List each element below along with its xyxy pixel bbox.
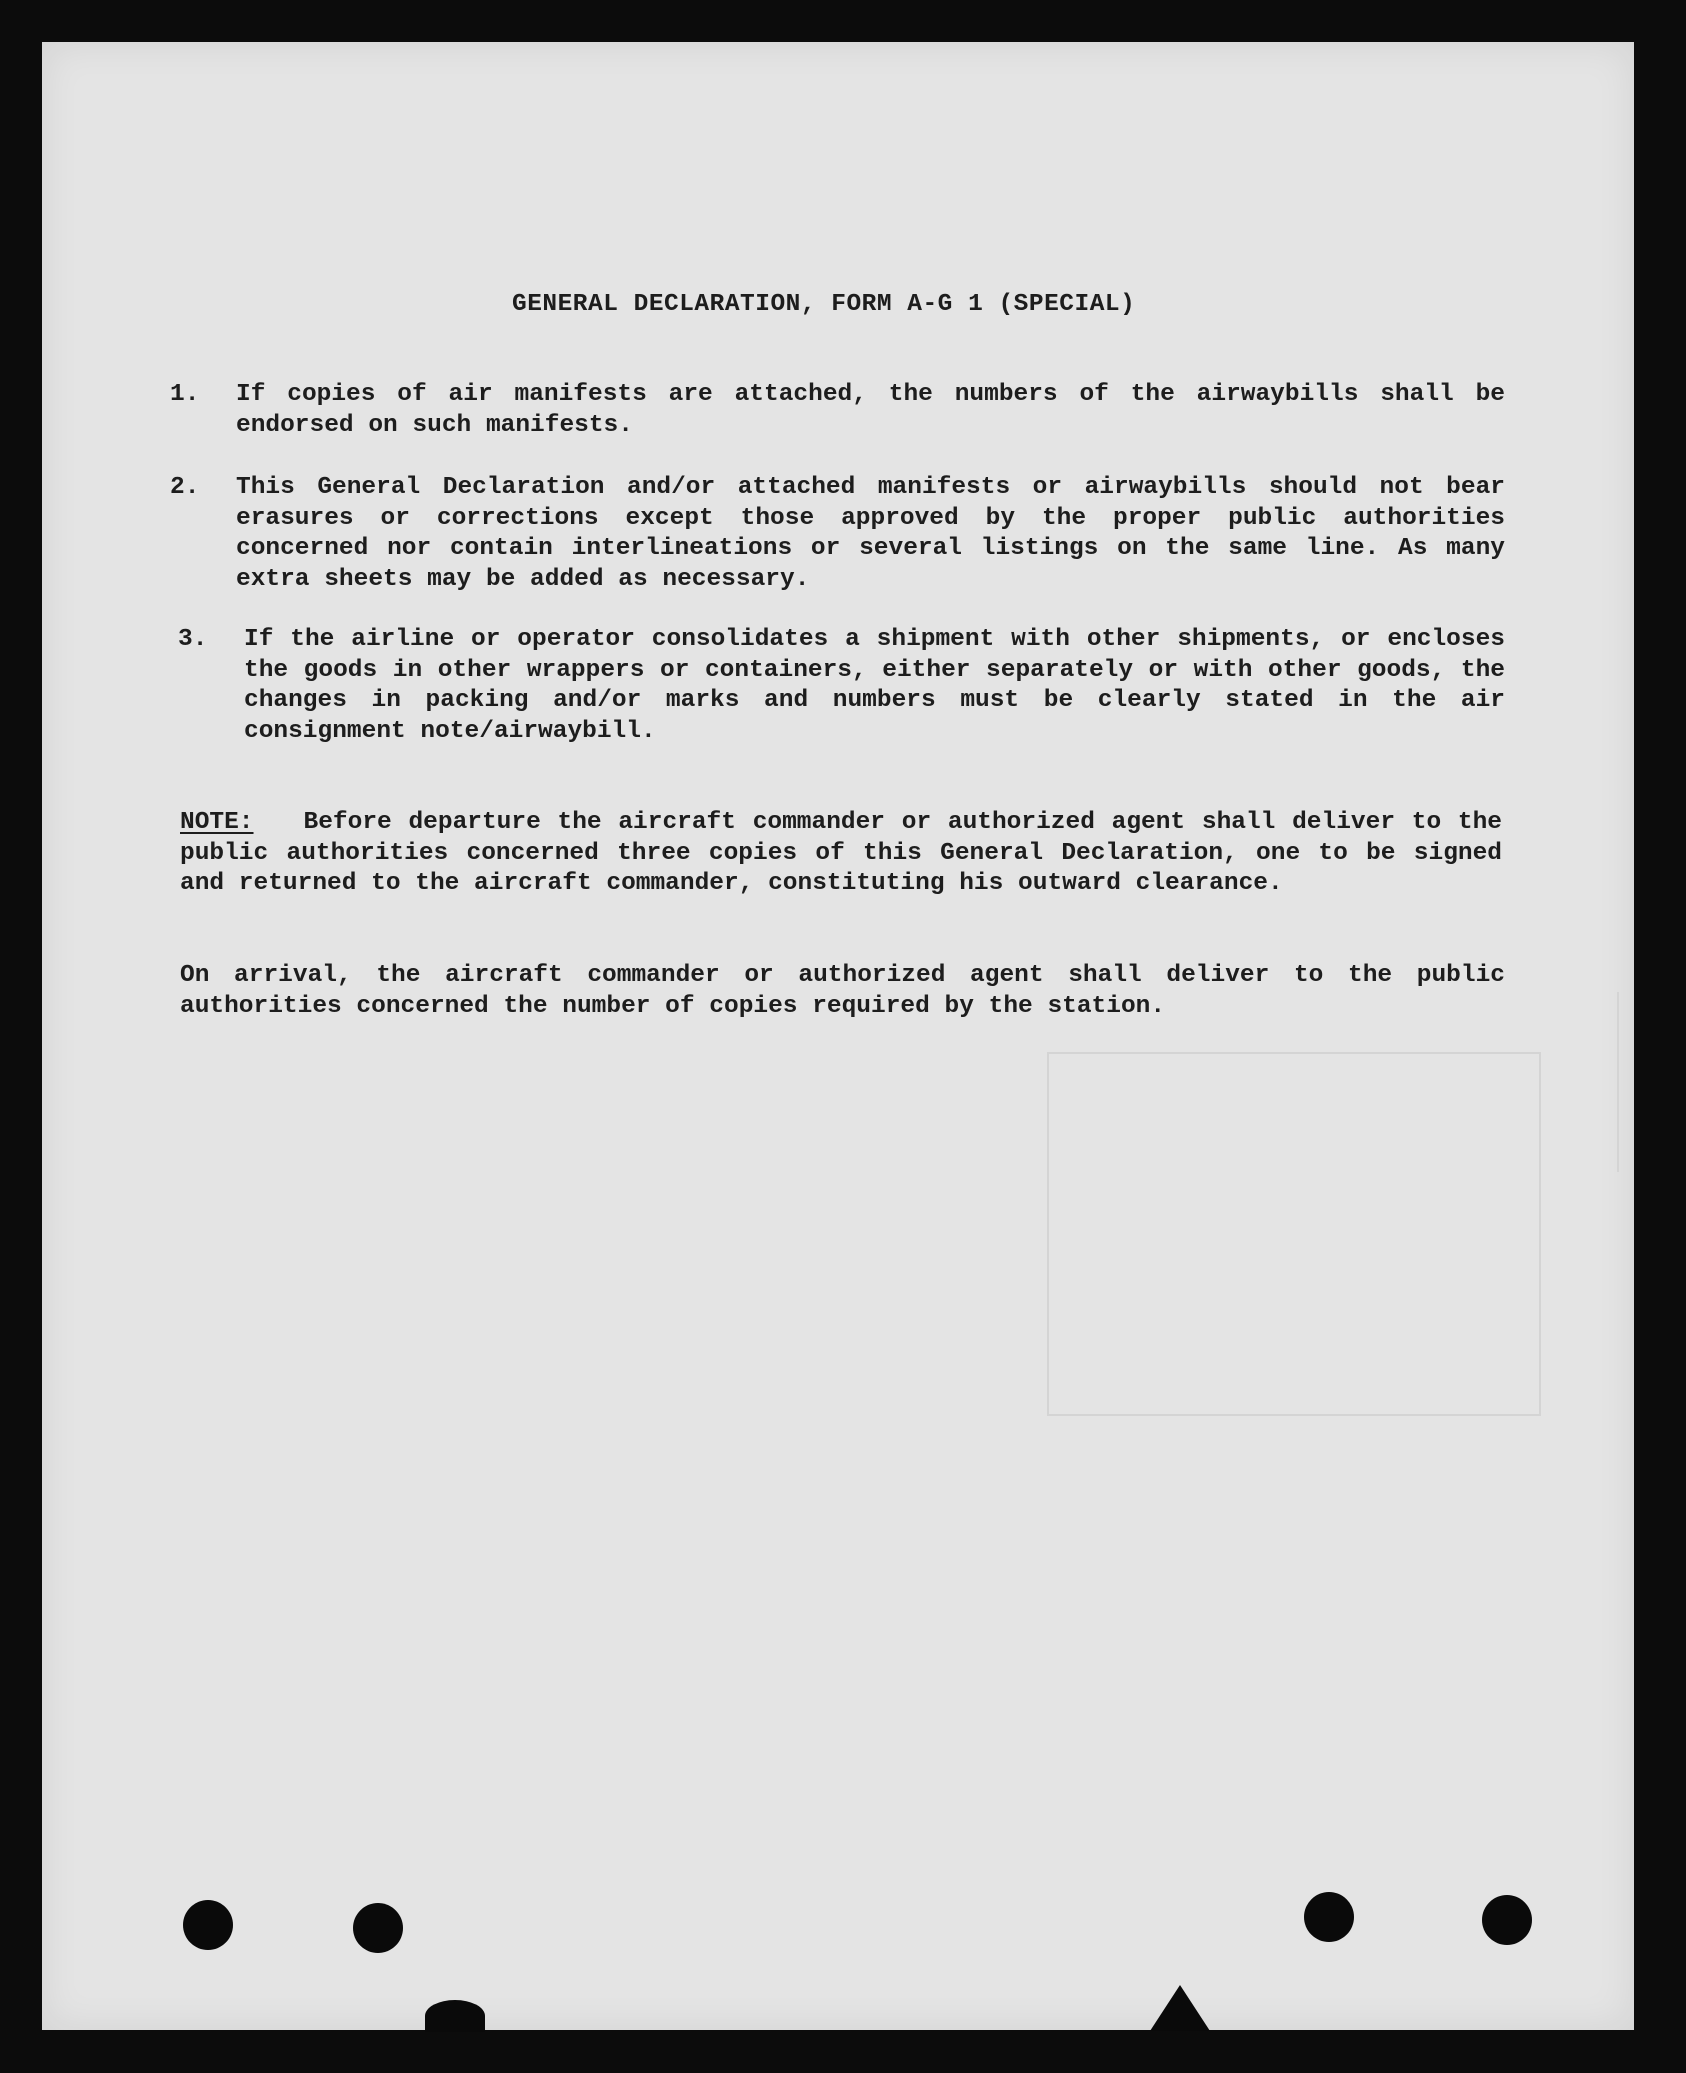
note-label: NOTE: xyxy=(180,809,254,836)
note-paragraph xyxy=(180,808,1502,900)
document-page xyxy=(42,42,1634,2030)
list-item xyxy=(178,625,1505,747)
list-item-text: If copies of air manifests are attached, the numbers of the airwaybills shall be endorsed on such manifests. xyxy=(236,381,1505,439)
paper-tear xyxy=(425,2000,485,2032)
document-title: GENERAL DECLARATION, FORM A-G 1 (SPECIAL) xyxy=(512,291,1136,318)
bleed-through-box xyxy=(1047,1052,1541,1416)
list-item-number: 1. xyxy=(170,381,200,408)
punch-hole xyxy=(183,1900,233,1950)
note-text: Before departure the aircraft commander or authorized agent shall deliver to the public authorities concerned three copies of this General Declaration, one to be signed and returned to the aircraft commander, constituting his outward clearance. xyxy=(180,809,1502,897)
punch-hole xyxy=(353,1903,403,1953)
list-item xyxy=(170,473,1505,595)
list-item-number: 2. xyxy=(170,474,200,501)
list-item-text: If the airline or operator consolidates a shipment with other shipments, or encloses the goods in other wrappers or containers, either separately or with other goods, the changes in packing and/or marks and numbers must be clearly stated in the air consignment note/airwaybill. xyxy=(244,626,1505,745)
punch-hole xyxy=(1482,1895,1532,1945)
list-item xyxy=(170,380,1505,441)
punch-hole xyxy=(1304,1892,1354,1942)
arrival-paragraph: On arrival, the aircraft commander or authorized agent shall deliver to the public authorities concerned the number of copies required by the station. xyxy=(180,962,1505,1020)
bleed-through-rule xyxy=(1577,992,1619,1172)
list-item-text: This General Declaration and/or attached manifests or airwaybills should not bear erasures or corrections except those approved by the proper public authorities concerned nor contain interlineations or several listings on the same line. As many extra sheets may be added as necessary. xyxy=(236,474,1505,593)
list-item-number: 3. xyxy=(178,626,208,653)
